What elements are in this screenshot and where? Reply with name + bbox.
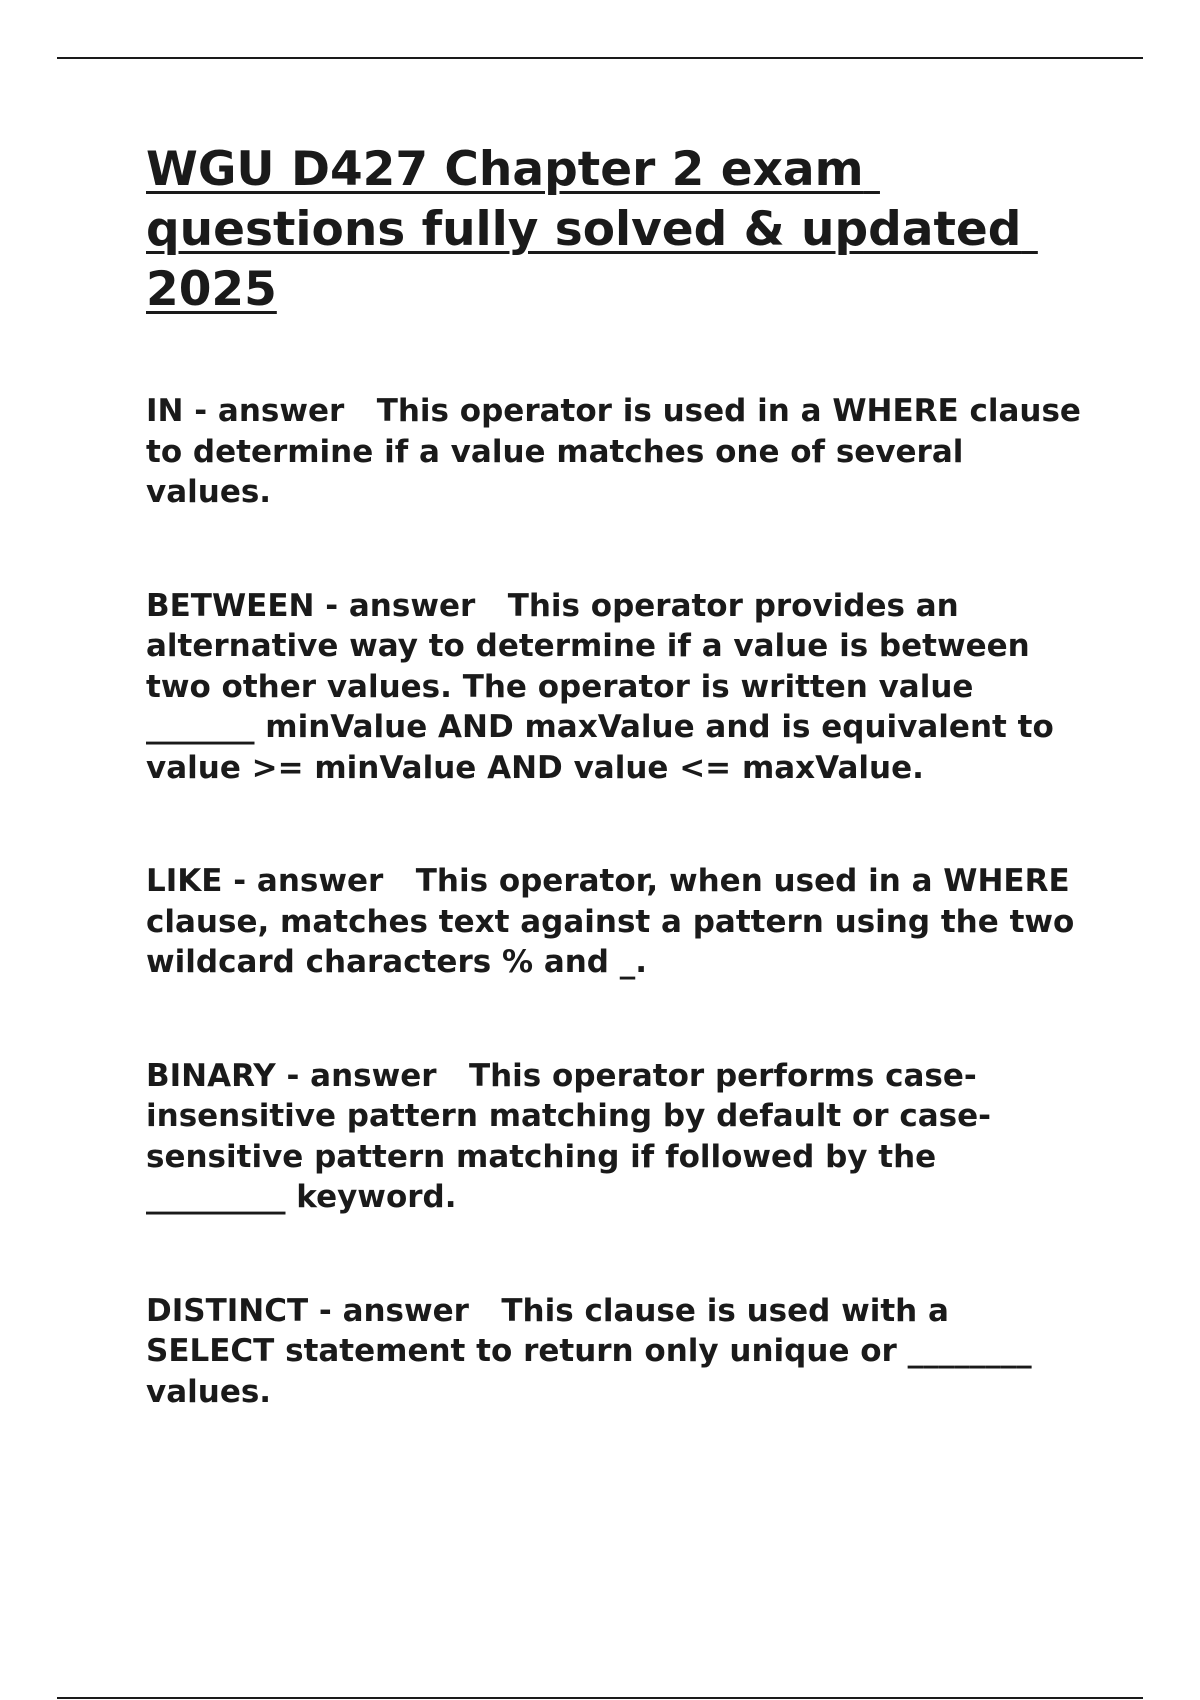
qa-definition: This clause is used with a SELECT statement to return only unique or ________ values. bbox=[146, 1292, 1043, 1410]
qa-term: BETWEEN - answer bbox=[146, 587, 476, 624]
document-body bbox=[146, 140, 1092, 1412]
qa-term: LIKE - answer bbox=[146, 863, 384, 899]
header-rule bbox=[57, 57, 1143, 59]
footer-rule bbox=[57, 1697, 1143, 1699]
qa-item-between bbox=[146, 586, 1086, 789]
qa-item-binary bbox=[146, 1056, 1086, 1218]
qa-item-like bbox=[146, 861, 1086, 983]
document-title: WGU D427 Chapter 2 exam questions fully solved & updated 2025 bbox=[146, 142, 1038, 317]
qa-definition: This operator provides an alternative way to determine if a value is between two other values. The operator is written value _______ minValue AND maxValue and is equivalent to value >= minValue AND value <= maxValue. bbox=[146, 587, 1065, 786]
qa-item-distinct bbox=[146, 1291, 1086, 1413]
qa-term: DISTINCT - answer bbox=[146, 1292, 469, 1329]
qa-definition: This operator is used in a WHERE clause to determine if a value matches one of several values. bbox=[146, 393, 1092, 510]
qa-term: IN - answer bbox=[146, 393, 345, 429]
qa-definition: This operator performs case-insensitive pattern matching by default or case-sensitive pattern matching if followed by the _________ keyword. bbox=[146, 1057, 992, 1215]
qa-item-in bbox=[146, 391, 1092, 513]
qa-definition: This operator, when used in a WHERE clause, matches text against a pattern using the two wildcard characters % and _. bbox=[146, 863, 1086, 980]
qa-list bbox=[146, 391, 1092, 1412]
qa-term: BINARY - answer bbox=[146, 1057, 437, 1094]
